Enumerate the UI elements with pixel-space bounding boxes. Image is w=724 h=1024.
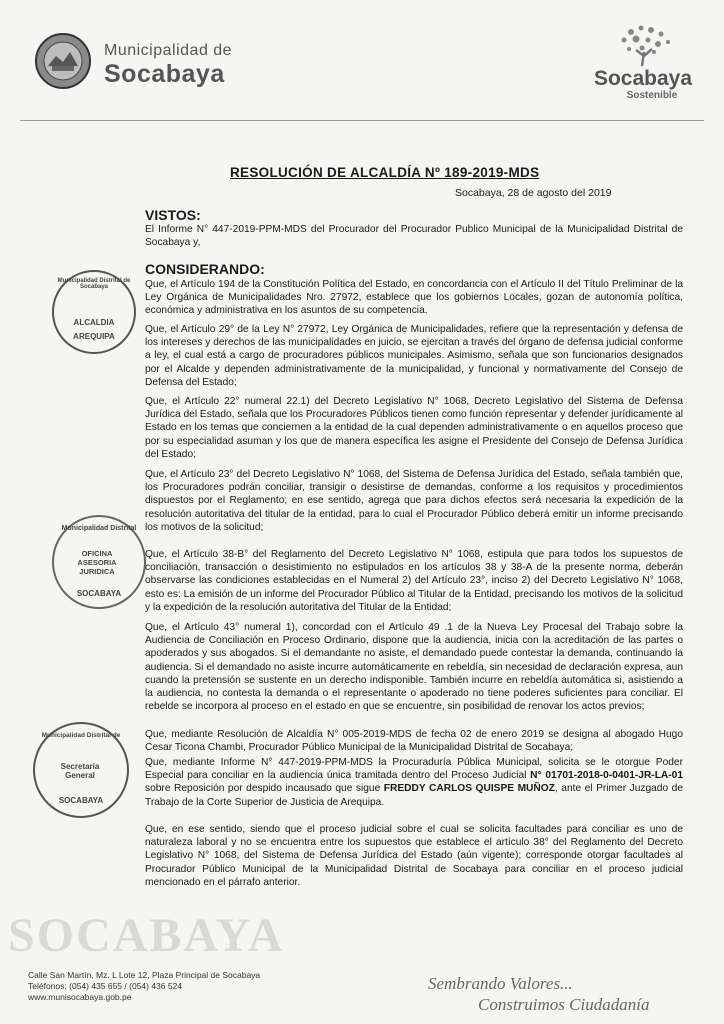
footer-contact (28, 970, 260, 1003)
header-divider (20, 120, 704, 121)
footer-phones: Teléfonos: (054) 435 655 / (054) 436 524 (28, 981, 183, 991)
party-name: FREDDY CARLOS QUISPE MUÑOZ (383, 783, 555, 795)
brand-block (588, 68, 698, 101)
paragraph: Que, en ese sentido, siendo que el proceso judicial sobre el cual se solicita facultades para conciliar es uno de naturaleza laboral y no se encuentra entre los supuestos que establece el artículo 38° del Reglamento del Decreto Legislativo N° 1068, del Sistema de Defensa Jurídica del Estado (aún vigente); corresponde otorgar facultades al Procurador Público Municipal de la Municipalidad Distrital de Socabaya para conciliar en el proceso judicial mencionado en el párrafo anterior. (145, 824, 683, 888)
municipal-crest-icon (34, 32, 92, 90)
stamp-text: ALCALDIA (73, 318, 115, 327)
vistos-paragraph: El Informe N° 447-2019-PPM-MDS del Procurador del Procurador Publico Municipal de la Municipalidad Distrital de Socabaya y, (145, 224, 683, 249)
stamp-text: SOCABAYA (76, 589, 122, 598)
paragraph (145, 756, 683, 809)
footer-address: Calle San Martín, Mz. L Lote 12, Plaza Principal de Socabaya (28, 970, 261, 980)
resolution-title: RESOLUCIÓN DE ALCALDÍA Nº 189-2019-MDS (230, 165, 540, 180)
brand-name: Socabaya (593, 67, 693, 90)
paragraph: Que, el Artículo 43° numeral 1), concordad con el Artículo 49 .1 de la Nueva Ley Procesal del Trabajo sobre la Audiencia de Conciliación en Proceso Ordinario, dispone que la audiencia, inicia con la acreditación de las partes o apoderados y sus abogados. Si el demandante no asiste, el demandado puede contestar la demanda, continuando la audiencia. Si el demandado no asiste incurre automáticamente en rebeldía, sin necesidad de declaración expresa, aun cuando la pretensión se sustente en un derecho indisponible. También incurre en rebeldía automática si, asistiendo a la audiencia, no contesta la demanda o el representante o apoderado no tiene poderes suficientes para conciliar. El rebelde se incorpora al proceso en el estado en que se encuentre, sin posibilidad de renovar los actos previos; (145, 622, 683, 713)
alcaldia-stamp (52, 270, 136, 354)
stamp-text: Municipalidad Distrital de (41, 732, 121, 739)
municipality-label: Municipalidad de (104, 42, 233, 59)
stamp-text: Secretaria General (60, 762, 100, 780)
secretaria-general-stamp (33, 722, 129, 818)
asesoria-juridica-stamp (52, 515, 146, 609)
considerando-heading: CONSIDERANDO: (145, 261, 265, 277)
paragraph-text: sobre Reposición por despido incausado que sigue (145, 783, 384, 795)
resolution-date: Socabaya, 28 de agosto del 2019 (455, 187, 612, 199)
brand-subtitle: Sostenible (626, 90, 678, 101)
paragraph: Que, el Artículo 38-B° del Reglamento del Decreto Legislativo N° 1068, estipula que para todos los supuestos de conciliación, transacción o desistimiento no estipulados en los artículos 38 y 38-A de la presente norma, deberán observarse las condiciones establecidas en el Numeral 2) del Artículo 23°, inciso 2) del Decreto Legislativo N° 1068, esto es: La emisión de un informe del Procurador Público al Titular de la Entidad, precisando los motivos de la solicitud y la expedición de la resolución autoritativa del Titular de la Entidad; (145, 549, 683, 613)
stamp-text: OFICINA ASESORIA JURIDICA (77, 549, 117, 576)
stamp-text: SOCABAYA (58, 796, 104, 805)
paragraph: Que, el Artículo 22° numeral 22.1) del Decreto Legislativo N° 1068, Decreto Legislativo del Sistema de Defensa Jurídica del Estado, señala que los Procuradores Públicos tienen como función representar y defender jurídicamente al Estado en los temas que conciernen a la entidad de la cual dependen administrativamente o en aquellos proceso que por su especialidad asuman y los que de manera específica les asigne el Presidente del Consejo de Defensa Jurídica del Estado; (145, 396, 683, 460)
vistos-heading: VISTOS: (145, 207, 201, 223)
footer-website[interactable]: www.munisocabaya.gob.pe (28, 992, 132, 1002)
watermark: SOCABAYA (8, 909, 285, 962)
case-number: N° 01701-2018-0-0401-JR-LA-01 (530, 770, 683, 782)
paragraph-text: Que, mediante Informe N° 447-2019-PPM-MDS la Procuraduría Pública Municipal, solicita se le otorgue Poder Especial para conciliar en la audiencia única tramitada dentro del Proceso Judicial (145, 757, 683, 782)
stamp-text: AREQUIPA (73, 332, 115, 341)
stamp-text: Municipalidad Distrital de Socabaya (57, 278, 131, 290)
paragraph: Que, el Artículo 194 de la Constitución Política del Estado, en concordancia con el Artículo II del Título Preliminar de la Ley Orgánica de Municipalidades Nro. 27972, establece que los gobiernos Locales, gozan de autonomía política, económica y administrativa en los asuntos de su competencia. (145, 279, 683, 317)
stamp-text: Municipalidad Distrital (61, 525, 137, 532)
paragraph-text: , ante el Primer Juzgado de Trabajo de la Corte Superior de Justicia de Arequipa. (145, 783, 683, 808)
paragraph: Que, el Artículo 29° de la Ley N° 27972, Ley Orgánica de Municipalidades, refiere que la representación y defensa de los intereses y derechos de las municipalidades en juicio, se ejercitan a través del órgano de defensa judicial conforme a ley, el cual está a cargo de procuradores públicos municipales. Asimismo, señala que son funcionarios designados por el Alcalde y dependen administrativamente de la municipalidad, y funcional y normativamente del Consejo de Defensa del Estado; (145, 324, 683, 388)
municipality-name: Socabaya (104, 60, 225, 88)
paragraph: Que, mediante Resolución de Alcaldía N° 005-2019-MDS de fecha 02 de enero 2019 se designa al abogado Hugo Cesar Ticona Chambi, Procurador Público Municipal de la Municipalidad Distrital de Socabaya; (145, 729, 683, 754)
paragraph: Que, el Artículo 23° del Decreto Legislativo N° 1068, del Sistema de Defensa Jurídica del Estado, señala también que, los Procuradores podrán conciliar, transigir o desistirse de demandas, conforme a los requisitos y procedimientos dispuestos por el Reglamento; en ese sentido, agrega que para dichos efectos será necesaria la expedición de la resolución autoritativa del titular de la entidad, para lo cual el Procurador Público deberá emitir un informe precisando los motivos de la solicitud; (145, 469, 683, 533)
slogan-line-1: Sembrando Valores... (428, 974, 573, 993)
slogan-line-2: Construimos Ciudadanía (478, 995, 650, 1014)
